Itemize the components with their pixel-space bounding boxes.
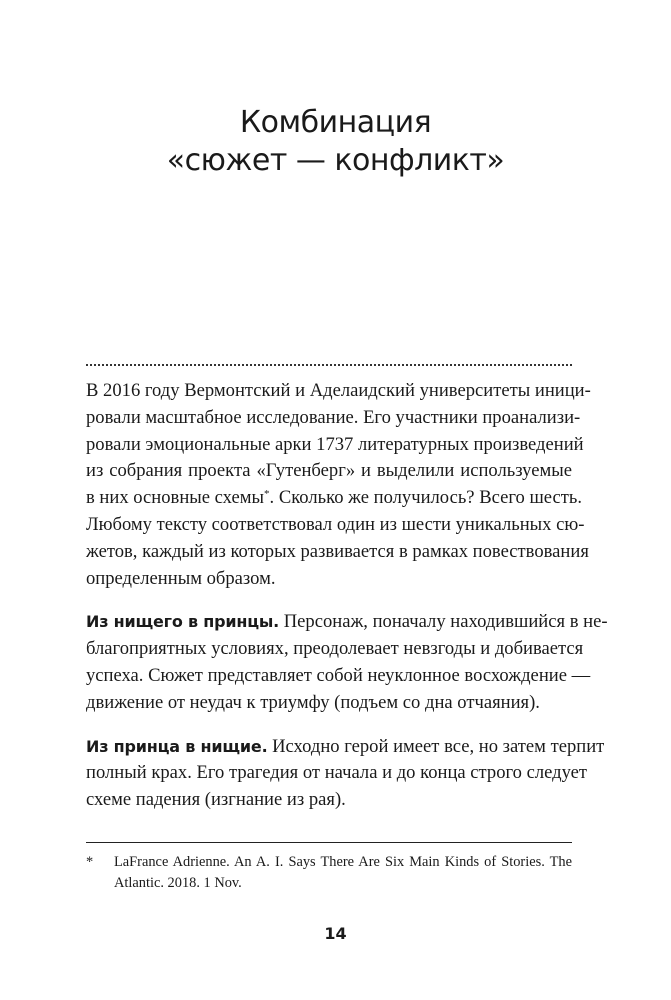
footnote-reference[interactable]: * bbox=[264, 488, 270, 501]
chapter-title-line-1: Комбинация bbox=[239, 105, 432, 140]
paragraph-riches-to-rags bbox=[86, 734, 605, 814]
dotted-divider bbox=[86, 364, 572, 366]
text-fragment: в них основные схемы bbox=[86, 487, 265, 509]
text-line: схеме падения (изгнание из рая). bbox=[86, 789, 346, 811]
chapter-title-line-2: «сюжет — конфликт» bbox=[166, 143, 505, 178]
footnote-text bbox=[114, 852, 572, 894]
page-number: 14 bbox=[324, 924, 347, 943]
footnote-divider bbox=[86, 842, 572, 843]
footnote-line: LaFrance Adrienne. An A. I. Says There Are Six Main Kinds of Stories. The bbox=[114, 854, 572, 870]
paragraph-intro bbox=[86, 378, 591, 592]
body-text bbox=[86, 378, 608, 831]
text-line: движение от неудач к триумфу (подъем со дна отчаяния). bbox=[86, 691, 540, 713]
text-fragment: Персонаж, поначалу находившийся в не- bbox=[279, 611, 608, 633]
text-line bbox=[86, 485, 582, 512]
chapter-title bbox=[0, 104, 671, 180]
plot-type-heading: Из принца в нищие. bbox=[86, 736, 268, 756]
text-fragment: . Сколько же получилось? Всего шесть. bbox=[269, 487, 582, 509]
text-line bbox=[86, 734, 605, 761]
footnote-line: Atlantic. 2018. 1 Nov. bbox=[114, 875, 242, 891]
text-line: Любому тексту соответствовал один из шести уникальных сю- bbox=[86, 513, 585, 535]
footnote-mark: * bbox=[86, 854, 94, 870]
footnote bbox=[86, 852, 572, 894]
text-line: жетов, каждый из которых развивается в рамках повествования bbox=[86, 540, 589, 562]
text-line: из собрания проекта «Гутенберг» и выделили используемые bbox=[86, 460, 572, 482]
text-line bbox=[86, 609, 608, 636]
text-line: определенным образом. bbox=[86, 567, 276, 589]
text-line: благоприятных условиях, преодолевает невзгоды и добивается bbox=[86, 638, 584, 660]
text-line: ровали эмоциональные арки 1737 литературных произведений bbox=[86, 433, 584, 455]
text-line: В 2016 году Вермонтский и Аделаидский университеты иници- bbox=[86, 380, 591, 401]
text-fragment: Исходно герой имеет все, но затем терпит bbox=[267, 735, 605, 757]
plot-type-heading: Из нищего в принцы. bbox=[86, 612, 280, 632]
text-line: ровали масштабное исследование. Его участники проанализи- bbox=[86, 406, 581, 428]
text-line: полный крах. Его трагедия от начала и до конца строго следует bbox=[86, 762, 588, 784]
text-line: успеха. Сюжет представляет собой неуклонное восхождение — bbox=[86, 664, 591, 686]
paragraph-rags-to-riches bbox=[86, 609, 608, 716]
